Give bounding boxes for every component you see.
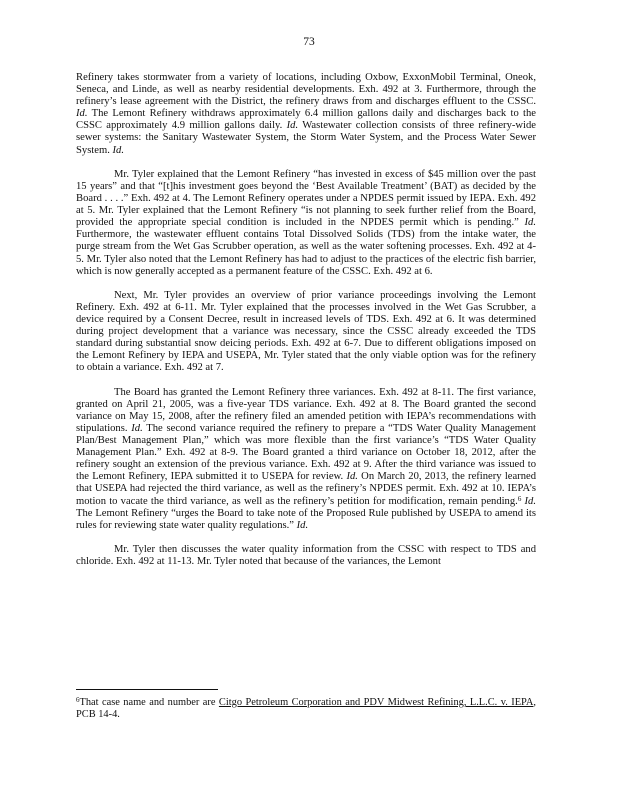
- page-number: 73: [303, 36, 315, 48]
- citation-id: Id.: [524, 495, 536, 507]
- text-run: On March 20, 2013, the refinery learned that USEPA had rejected the third variance, as well as the refinery’s NPDES permit. Exh. 492 at 10. IEPA’s motion to vacate the third variance, as well as the refinery’s petition for modification, remain pending.: [76, 471, 536, 507]
- text-run: Citgo Petroleum Corporation and PDV Midwest Refining, L.L.C. v. IEPA: [218, 697, 534, 708]
- text-run: The Board has granted the Lemont Refinery three variances. Exh. 492 at 8-11. The first variance, granted on April 21, 2005, was a five-year TDS variance. Exh. 492 at 8. The Board granted the second variance on May 15, 2008, after the refinery filed an amended petition with IEPA’s recommendations with stipulations.: [76, 386, 536, 434]
- text-run: Mr. Tyler explained that the Lemont Refinery “has invested in excess of $45 million over the past 15 years” and that “[t]his investment goes beyond the ‘Best Available Treatment’ (BAT) as decided by the Board . . . .” Exh. 492 at 4. The Lemont Refinery operates under a NPDES permit issued by IEPA. Exh. 492 at 5. Mr. Tyler explained that the Lemont Refinery “is not planning to seek further relief from the Board, provided the appropriate special condition is included in the NPDES permit which is pending.”: [76, 168, 536, 229]
- footnote-marker: 6: [76, 696, 80, 704]
- footnote-divider: [76, 689, 218, 690]
- paragraph-1: [76, 72, 536, 157]
- text-run: The Lemont Refinery withdraws approximately 6.4 million gallons daily and discharges back to the CSSC approximately 4.9 million gallons daily.: [76, 108, 536, 132]
- text-run: , PCB 14-4.: [76, 697, 536, 721]
- citation-id: Id.: [286, 120, 299, 132]
- text-run: Mr. Tyler then discusses the water quality information from the CSSC with respect to TDS and chloride. Exh. 492 at 11-13. Mr. Tyler noted that because of the variances, the Lemont: [76, 544, 536, 568]
- text-run: Furthermore, the wastewater effluent contains Total Dissolved Solids (TDS) from the intake water, the purge stream from the Wet Gas Scrubber operation, as well as the water softening processes. Exh. 492 at 4-5. Mr. Tyler also noted that the Lemont Refinery has had to adjust to the practices of the electric fish barrier, which is now generally accepted as a permanent feature of the CSSC. Exh. 492 at 6.: [76, 229, 536, 277]
- paragraph-4: [76, 387, 536, 532]
- citation-id: Id.: [76, 108, 88, 120]
- citation-id: Id.: [131, 423, 143, 434]
- citation-id: Id.: [296, 519, 309, 531]
- citation-id: Id.: [524, 217, 536, 229]
- text-run: Wastewater collection consists of three refinery-wide sewer systems: the Sanitary Wastewater System, the Storm Water System, and the Process Water Sewer System.: [76, 120, 537, 156]
- text-run: That case name and number are: [79, 697, 219, 708]
- text-run: Refinery takes stormwater from a variety of locations, including Oxbow, ExxonMobil Terminal, Oneok, Seneca, and Linde, as well as nearby residential developments. Exh. 492 at 3. Furthermore, through the refinery’s lease agreement with the District, the refinery draws from and discharges effluent to the CSSC.: [76, 72, 536, 108]
- citation-id: Id.: [112, 144, 124, 156]
- citation-id: Id.: [346, 471, 358, 483]
- text-run: Next, Mr. Tyler provides an overview of prior variance proceedings involving the Lemont Refinery. Exh. 492 at 6-11. Mr. Tyler explained that the processes involved in the Wet Gas Scrubber, a device required by a Consent Decree, result in increased levels of TDS. Exh. 492 at 6. It was determined during project development that a variance was necessary, since the CSSC already exceeded the TDS standard during substantial snow deicing periods. Exh. 492 at 6-7. Due to different obligations imposed on the Lemont Refinery by IEPA and USEPA, Mr. Tyler stated that the only viable option was for the refinery to obtain a variance. Exh. 492 at 7.: [76, 289, 536, 374]
- footnote-text: [76, 697, 536, 720]
- paragraph-2: [76, 169, 536, 278]
- body-text: [76, 72, 536, 580]
- footnote-reference: 6: [517, 494, 522, 503]
- footnote: [76, 697, 536, 722]
- text-run: The second variance required the refinery to prepare a “TDS Water Quality Management Plan/Best Management Plan,” which was more flexible than the first variance’s “TDS Water Quality Management Plan.” Exh. 492 at 8-9. The Board granted a third variance on October 18, 2012, after the refinery sought an extension of the previous variance. Exh. 492 at 9. After the third variance was issued to the Lemont Refinery, IEPA submitted it to USEPA for review.: [76, 423, 536, 483]
- text-run: The Lemont Refinery “urges the Board to take note of the Proposed Rule published by USEPA to amend its rules for reviewing state water quality regulations.”: [76, 507, 536, 531]
- paragraph-5: [76, 544, 536, 568]
- paragraph-3: [76, 290, 536, 375]
